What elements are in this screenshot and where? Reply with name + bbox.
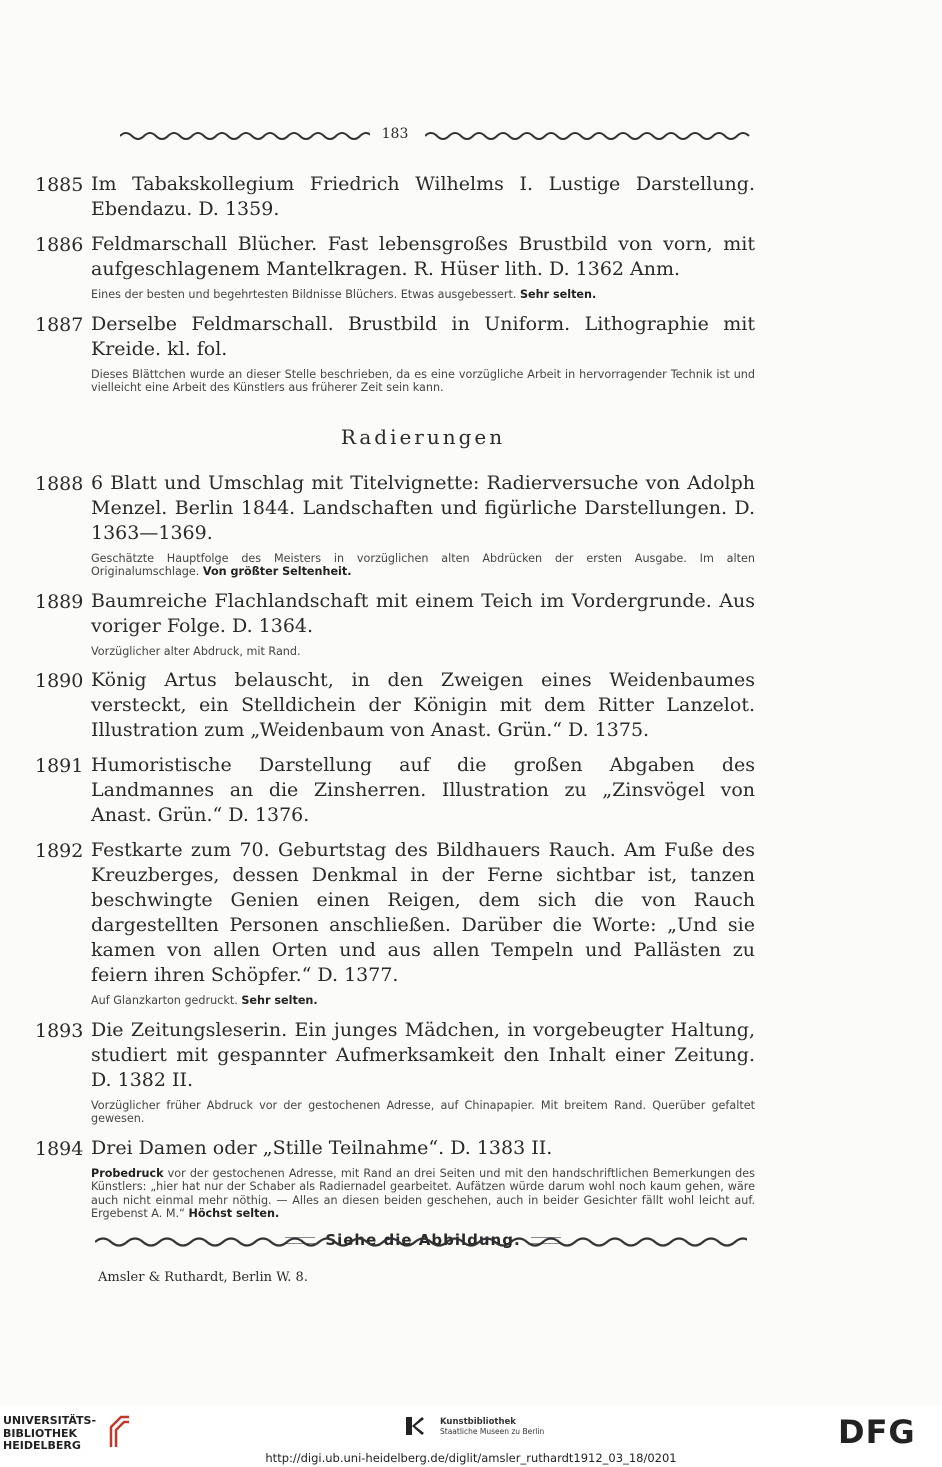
entry-number: 1892 xyxy=(35,840,84,862)
header-ornament-left xyxy=(120,130,370,142)
publisher-imprint: Amsler & Ruthardt, Berlin W. 8. xyxy=(98,1270,308,1285)
see-figure-note: Siehe die Abbildung. xyxy=(91,1231,755,1249)
page-header xyxy=(0,126,942,146)
entry-text: 6 Blatt und Umschlag mit Titelvignette: Radierversuche von Adolph Menzel. Berlin 1844. Landschaften und figürliche Darstellungen. D. 1363—1369. xyxy=(91,471,755,544)
catalog-entry xyxy=(35,589,755,659)
footer-ornament xyxy=(95,1234,747,1248)
catalog-entries xyxy=(35,172,755,1249)
header-ornament-right xyxy=(425,130,750,142)
entry-note: Auf Glanzkarton gedruckt. Sehr selten. xyxy=(91,994,318,1007)
catalog-entry xyxy=(35,471,755,579)
catalog-entry xyxy=(35,668,755,743)
catalog-entry xyxy=(35,312,755,395)
entry-number: 1889 xyxy=(35,590,84,613)
entry-note: Eines der besten und begehrtesten Bildnisse Blüchers. Etwas ausgebessert. Sehr selten. xyxy=(91,288,597,301)
entry-number: 1893 xyxy=(35,1019,84,1042)
page-number: 183 xyxy=(381,126,409,142)
rarity-note: Von größter Seltenheit. xyxy=(202,565,352,578)
kunstbibliothek-logo-text: Kunstbibliothek Staatliche Museen zu Berlin xyxy=(440,1417,545,1436)
entry-note: Dieses Blättchen wurde an dieser Stelle beschrieben, da es eine vorzügliche Arbeit in hervorragender Technik ist und vielleicht eine Arbeit des Künstlers aus früherer Zeit sein kann. xyxy=(91,367,755,394)
entry-note: Geschätzte Hauptfolge des Meisters in vorzüglichen alten Abdrücken der ersten Ausgabe. Im alten Originalumschlage. Von größter Seltenheit. xyxy=(91,551,755,578)
entry-number: 1890 xyxy=(35,670,84,692)
entry-text: Baumreiche Flachlandschaft mit einem Teich im Vordergrunde. Aus voriger Folge. D. 1364. xyxy=(91,589,755,637)
entry-number: 1894 xyxy=(35,1137,84,1160)
entry-text: Humoristische Darstellung auf die großen Abgaben des Landmannes an die Zinsherren. Illustration zu „Zinsvögel von Anast. Grün.“ D. 1376. xyxy=(91,754,755,826)
catalog-entry xyxy=(35,838,755,1008)
dfg-logo: DFG xyxy=(838,1413,916,1451)
entry-text: Festkarte zum 70. Geburtstag des Bildhauers Rauch. Am Fuße des Kreuzberges, dessen Denkmal in der Ferne sichtbar ist, tanzen beschwingte Genien einen Reigen, dem sich die von Rauch dargestellten Personen anschließen. Darüber die Worte: „Und sie kamen von allen Orten und aus allen Tempeln und Pallästen zu feiern ihren Schöpfer.“ D. 1377. xyxy=(91,839,755,986)
entry-number: 1891 xyxy=(35,755,84,777)
entry-number: 1885 xyxy=(35,174,84,196)
rarity-note: Höchst selten. xyxy=(188,1207,280,1220)
catalog-entry xyxy=(35,753,755,828)
university-library-logo-text: UNIVERSITÄTS- BIBLIOTHEK HEIDELBERG xyxy=(3,1414,97,1452)
catalog-entry xyxy=(35,1018,755,1126)
entry-number: 1887 xyxy=(35,313,84,336)
kunstbibliothek-icon xyxy=(404,1415,426,1441)
entry-text: Feldmarschall Blücher. Fast lebensgroßes Brustbild von vorn, mit aufgeschlagenem Mantelkragen. R. Hüser lith. D. 1362 Anm. xyxy=(91,233,755,280)
source-url[interactable]: http://digi.ub.uni-heidelberg.de/diglit/amsler_ruthardt1912_03_18/0201 xyxy=(265,1451,677,1465)
rarity-note: Sehr selten. xyxy=(241,994,318,1007)
entry-text: Die Zeitungsleserin. Ein junges Mädchen, in vorgebeugter Haltung, studiert mit gespannter Aufmerksamkeit den Inhalt einer Zeitung. D. 1382 II. xyxy=(91,1018,755,1091)
entry-number: 1886 xyxy=(35,234,84,256)
rarity-note: Sehr selten. xyxy=(519,288,597,301)
digitization-footer xyxy=(0,1405,942,1467)
catalog-entry xyxy=(35,1136,755,1221)
entry-text: Drei Damen oder „Stille Teilnahme“. D. 1383 II. xyxy=(91,1136,553,1159)
entry-note: Probedruck vor der gestochenen Adresse, mit Rand an drei Seiten und mit den handschriftlichen Bemerkungen des Künstlers: „hier hat nur der Schaber als Radiernadel gearbeitet. Aufätzen würde darum wohl noch kaum gehen, wäre auch nicht einmal mehr nöthig. — Alles an diesen beiden geschehen, auch in beider Gesichter fällt wohl leicht auf. Ergebenst A. M.“ Höchst selten. xyxy=(91,1166,755,1220)
entry-note: Vorzüglicher früher Abdruck vor der gestochenen Adresse, auf Chinapapier. Mit breitem Rand. Querüber gefaltet gewesen. xyxy=(91,1098,755,1125)
catalog-entry xyxy=(35,172,755,222)
catalog-entry xyxy=(35,232,755,302)
university-library-icon xyxy=(107,1413,131,1453)
entry-text: König Artus belauscht, in den Zweigen eines Weidenbaumes versteckt, ein Stelldichein der Königin mit dem Ritter Lanzelot. Illustration zum „Weidenbaum von Anast. Grün.“ D. 1375. xyxy=(91,669,755,741)
entry-text: Derselbe Feldmarschall. Brustbild in Uniform. Lithographie mit Kreide. kl. fol. xyxy=(91,312,755,360)
entry-text: Im Tabakskollegium Friedrich Wilhelms I. Lustige Darstellung. Ebendazu. D. 1359. xyxy=(91,173,755,220)
entry-number: 1888 xyxy=(35,472,84,495)
section-heading: Radierungen xyxy=(340,424,506,449)
entry-note: Vorzüglicher alter Abdruck, mit Rand. xyxy=(91,644,301,658)
